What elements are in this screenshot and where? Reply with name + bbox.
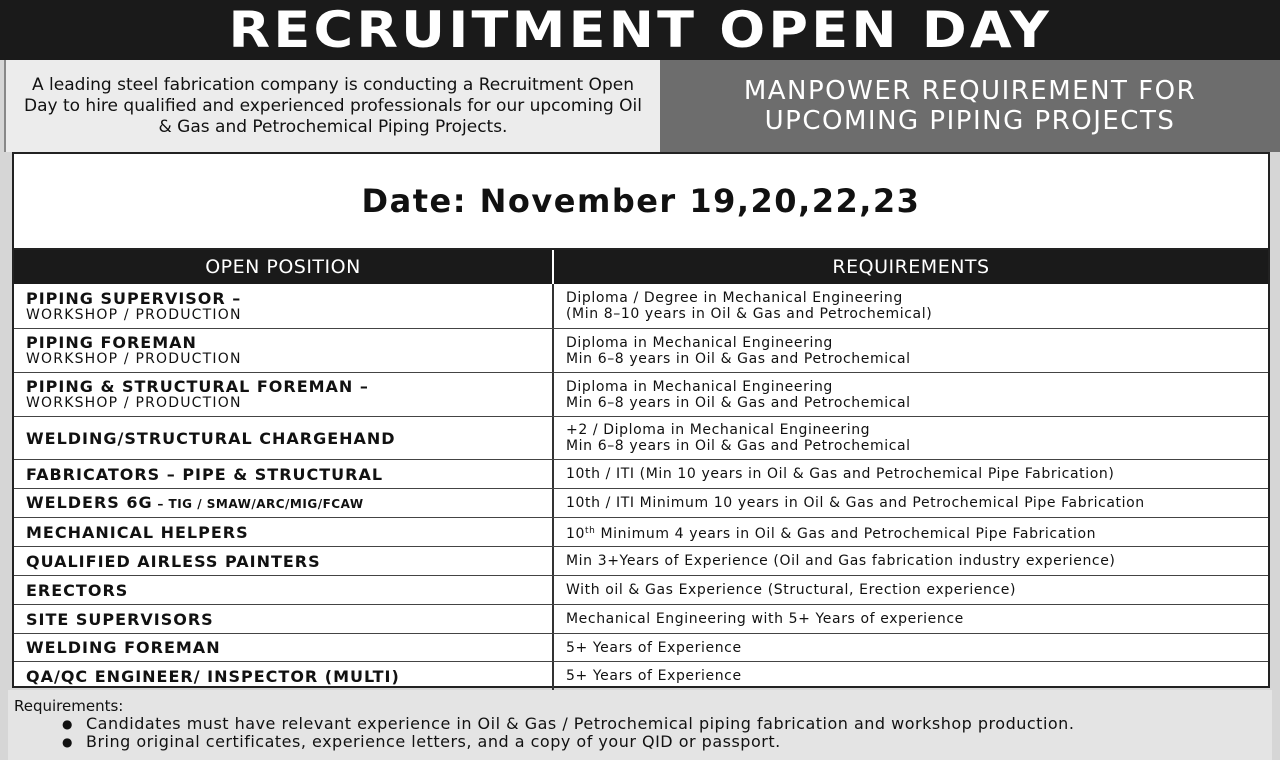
requirement-grade: 10 xyxy=(566,525,586,542)
manpower-banner xyxy=(660,60,1280,152)
table-row xyxy=(14,634,1268,662)
position-cell xyxy=(14,284,554,328)
requirement-line: Min 3+Years of Experience (Oil and Gas fabrication industry experience) xyxy=(566,553,1116,569)
position-title: SITE SUPERVISORS xyxy=(26,609,214,629)
requirement-grade-suffix: th xyxy=(585,525,596,536)
list-item xyxy=(62,733,1272,751)
footer-list xyxy=(14,715,1272,751)
requirement-cell xyxy=(554,417,1268,459)
table-row xyxy=(14,576,1268,605)
manpower-text xyxy=(744,76,1196,136)
requirement-line: 5+ Years of Experience xyxy=(566,639,742,656)
position-title: PIPING & STRUCTURAL FOREMAN – xyxy=(26,377,369,396)
table-row xyxy=(14,329,1268,373)
position-cell xyxy=(14,518,554,546)
header-open-position: OPEN POSITION xyxy=(14,250,554,284)
requirement-cell xyxy=(554,662,1268,690)
requirement-cell xyxy=(554,460,1268,488)
requirement-line: 10th / ITI (Min 10 years in Oil & Gas and Petrochemical Pipe Fabrication) xyxy=(566,466,1115,482)
date-text: Date: November 19,20,22,23 xyxy=(361,182,921,220)
page-header xyxy=(0,0,1280,60)
position-cell xyxy=(14,547,554,575)
list-item-text: Candidates must have relevant experience in Oil & Gas / Petrochemical piping fabrication and workshop production. xyxy=(86,714,1075,733)
requirement-cell xyxy=(554,284,1268,328)
positions-table-body xyxy=(14,284,1268,690)
requirement-line: Min 6–8 years in Oil & Gas and Petrochemical xyxy=(566,394,911,411)
position-title: PIPING FOREMAN xyxy=(26,333,197,352)
position-cell xyxy=(14,417,554,459)
requirement-cell xyxy=(554,547,1268,575)
requirement-text: Minimum 4 years in Oil & Gas and Petrochemical Pipe Fabrication xyxy=(595,525,1097,542)
table-header xyxy=(14,250,1268,284)
table-row xyxy=(14,605,1268,634)
requirement-cell xyxy=(554,373,1268,416)
requirement-line: Diploma / Degree in Mechanical Engineering xyxy=(566,290,903,306)
date-banner xyxy=(14,154,1268,250)
position-title: PIPING SUPERVISOR – xyxy=(26,288,242,308)
position-title: WELDING FOREMAN xyxy=(26,638,221,657)
position-cell xyxy=(14,489,554,517)
table-row xyxy=(14,547,1268,576)
table-row xyxy=(14,284,1268,329)
position-title-main: WELDERS 6G xyxy=(26,492,153,512)
position-title: MECHANICAL HELPERS xyxy=(26,522,249,542)
position-title: FABRICATORS – PIPE & STRUCTURAL xyxy=(26,464,384,484)
manpower-line-2: UPCOMING PIPING PROJECTS xyxy=(764,106,1176,136)
table-row xyxy=(14,662,1268,690)
table-row xyxy=(14,518,1268,547)
requirement-line: Diploma in Mechanical Engineering xyxy=(566,334,833,351)
table-row xyxy=(14,460,1268,489)
position-title-detail: – TIG / SMAW/ARC/MIG/FCAW xyxy=(152,496,364,511)
requirement-cell xyxy=(554,634,1268,661)
intro-panel xyxy=(4,60,660,152)
bullet-icon: ● xyxy=(62,717,73,731)
requirement-line: Mechanical Engineering with 5+ Years of experience xyxy=(566,611,964,627)
positions-frame xyxy=(12,152,1270,688)
table-row xyxy=(14,489,1268,518)
position-title: QUALIFIED AIRLESS PAINTERS xyxy=(26,551,321,571)
requirement-line: With oil & Gas Experience (Structural, Erection experience) xyxy=(566,582,1017,598)
requirement-line: (Min 8–10 years in Oil & Gas and Petrochemical) xyxy=(566,306,933,322)
requirement-cell xyxy=(554,518,1268,546)
requirements-footer xyxy=(8,690,1272,760)
footer-title: Requirements: xyxy=(14,697,124,715)
table-row xyxy=(14,417,1268,460)
requirement-line: Diploma in Mechanical Engineering xyxy=(566,378,833,395)
list-item-text: Bring original certificates, experience letters, and a copy of your QID or passport. xyxy=(86,732,781,751)
position-subtitle: WORKSHOP / PRODUCTION xyxy=(26,306,242,323)
requirement-cell xyxy=(554,489,1268,517)
table-row xyxy=(14,373,1268,417)
position-cell xyxy=(14,329,554,372)
requirement-cell xyxy=(554,576,1268,604)
page-title: RECRUITMENT OPEN DAY xyxy=(228,1,1052,59)
position-cell xyxy=(14,460,554,488)
position-subtitle: WORKSHOP / PRODUCTION xyxy=(26,395,242,411)
position-title xyxy=(26,494,552,513)
manpower-line-1: MANPOWER REQUIREMENT FOR xyxy=(743,76,1197,106)
position-cell xyxy=(14,576,554,604)
requirement-line: 10th / ITI Minimum 10 years in Oil & Gas and Petrochemical Pipe Fabrication xyxy=(566,495,1145,511)
position-title: WELDING/STRUCTURAL CHARGEHAND xyxy=(26,428,396,448)
bullet-icon: ● xyxy=(62,735,73,749)
position-title: QA/QC ENGINEER/ INSPECTOR (MULTI) xyxy=(26,666,400,686)
requirement-line: Min 6–8 years in Oil & Gas and Petrochemical xyxy=(566,438,911,454)
position-cell xyxy=(14,373,554,416)
position-cell xyxy=(14,634,554,661)
requirement-cell xyxy=(554,605,1268,633)
position-cell xyxy=(14,662,554,690)
position-cell xyxy=(14,605,554,633)
position-subtitle: WORKSHOP / PRODUCTION xyxy=(26,351,242,367)
header-requirements: REQUIREMENTS xyxy=(832,256,990,278)
requirement-line: +2 / Diploma in Mechanical Engineering xyxy=(566,422,871,438)
position-title: ERECTORS xyxy=(26,580,129,600)
requirement-line xyxy=(566,523,1268,542)
requirement-cell xyxy=(554,329,1268,372)
list-item xyxy=(62,715,1272,733)
intro-text: A leading steel fabrication company is conducting a Recruitment Open Day to hire qualified and experienced professionals for our upcoming Oil & Gas and Petrochemical Piping Projects. xyxy=(23,74,643,137)
requirement-line: Min 6–8 years in Oil & Gas and Petrochemical xyxy=(566,350,911,367)
requirement-line: 5+ Years of Experience xyxy=(566,668,742,684)
